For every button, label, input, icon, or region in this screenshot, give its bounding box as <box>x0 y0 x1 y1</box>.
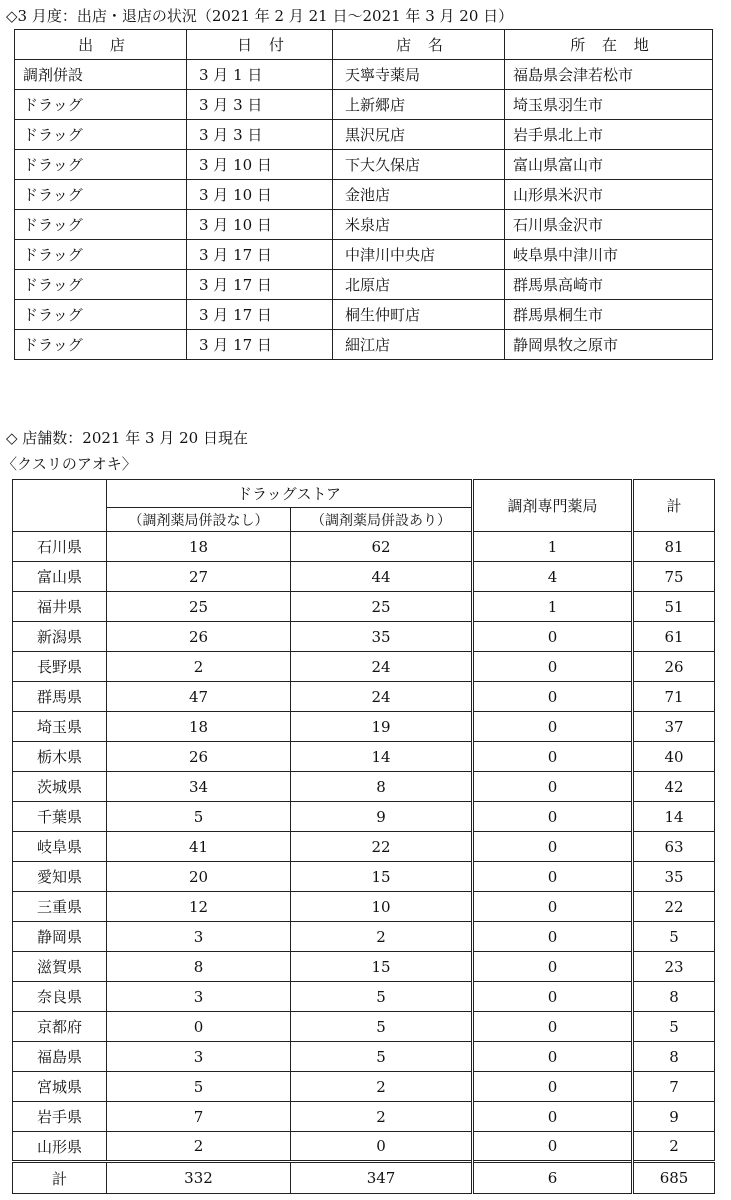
store-count-subtitle: 〈クスリのアオキ〉 <box>2 455 137 473</box>
prefecture-cell: 岐阜県 <box>13 832 107 862</box>
with-pharmacy-cell: 19 <box>291 712 473 742</box>
with-pharmacy-cell: 62 <box>291 532 473 562</box>
date-cell: 3 月 17 日 <box>187 270 333 300</box>
header-store-name: 店 名 <box>333 30 505 60</box>
table-row <box>13 562 715 592</box>
pharmacy-count-cell: 0 <box>473 1012 633 1042</box>
with-pharmacy-cell: 0 <box>291 1132 473 1162</box>
with-pharmacy-cell: 5 <box>291 982 473 1012</box>
totals-label-cell: 計 <box>13 1162 107 1194</box>
total-cell: 5 <box>633 1012 715 1042</box>
without-pharmacy-cell: 3 <box>107 922 291 952</box>
pharmacy-count-cell: 0 <box>473 982 633 1012</box>
table-row <box>15 120 713 150</box>
location-cell: 岩手県北上市 <box>505 120 713 150</box>
header-prefecture-blank <box>13 480 107 532</box>
date-cell: 3 月 17 日 <box>187 300 333 330</box>
header-without-pharmacy: （調剤薬局併設なし） <box>107 508 291 532</box>
count-header-row <box>13 480 715 508</box>
without-pharmacy-cell: 0 <box>107 1012 291 1042</box>
table-row <box>13 1012 715 1042</box>
opening-type-cell: ドラッグ <box>15 150 187 180</box>
total-cell: 40 <box>633 742 715 772</box>
date-cell: 3 月 17 日 <box>187 330 333 360</box>
with-pharmacy-cell: 8 <box>291 772 473 802</box>
without-pharmacy-cell: 2 <box>107 652 291 682</box>
with-pharmacy-cell: 2 <box>291 922 473 952</box>
table-row <box>15 180 713 210</box>
without-pharmacy-cell: 27 <box>107 562 291 592</box>
without-pharmacy-cell: 12 <box>107 892 291 922</box>
table-row <box>15 60 713 90</box>
without-pharmacy-cell: 47 <box>107 682 291 712</box>
header-drugstore: ドラッグストア <box>107 480 473 508</box>
pharmacy-count-cell: 1 <box>473 532 633 562</box>
pharmacy-count-cell: 0 <box>473 952 633 982</box>
location-cell: 群馬県桐生市 <box>505 300 713 330</box>
header-total: 計 <box>633 480 715 532</box>
with-pharmacy-cell: 24 <box>291 682 473 712</box>
location-cell: 福島県会津若松市 <box>505 60 713 90</box>
table-row <box>13 1132 715 1162</box>
total-cell: 9 <box>633 1102 715 1132</box>
date-cell: 3 月 10 日 <box>187 210 333 240</box>
prefecture-cell: 茨城県 <box>13 772 107 802</box>
table-row <box>13 1102 715 1132</box>
opening-section-title: ◇3 月度：出店・退店の状況（2021 年 2 月 21 日～2021 年 3 月 20 日） <box>6 7 514 25</box>
with-pharmacy-cell: 44 <box>291 562 473 592</box>
pharmacy-count-cell: 0 <box>473 892 633 922</box>
store-count-title: ◇ 店舗数：2021 年 3 月 20 日現在 <box>6 429 248 447</box>
opening-type-cell: ドラッグ <box>15 120 187 150</box>
total-cell: 5 <box>633 922 715 952</box>
without-pharmacy-cell: 3 <box>107 1042 291 1072</box>
header-with-pharmacy: （調剤薬局併設あり） <box>291 508 473 532</box>
table-row <box>13 892 715 922</box>
total-cell: 22 <box>633 892 715 922</box>
table-row <box>15 330 713 360</box>
prefecture-cell: 石川県 <box>13 532 107 562</box>
location-cell: 群馬県高崎市 <box>505 270 713 300</box>
total-cell: 2 <box>633 1132 715 1162</box>
header-location: 所 在 地 <box>505 30 713 60</box>
pharmacy-count-cell: 0 <box>473 1042 633 1072</box>
store-name-cell: 北原店 <box>333 270 505 300</box>
with-pharmacy-cell: 25 <box>291 592 473 622</box>
pharmacy-count-cell: 4 <box>473 562 633 592</box>
total-cell: 63 <box>633 832 715 862</box>
table-row <box>13 742 715 772</box>
without-pharmacy-cell: 26 <box>107 742 291 772</box>
total-cell: 8 <box>633 1042 715 1072</box>
store-name-cell: 中津川中央店 <box>333 240 505 270</box>
pharmacy-count-cell: 0 <box>473 832 633 862</box>
header-date: 日 付 <box>187 30 333 60</box>
table-row <box>15 300 713 330</box>
location-cell: 富山県富山市 <box>505 150 713 180</box>
store-name-cell: 下大久保店 <box>333 150 505 180</box>
store-count-table <box>12 479 715 1194</box>
store-name-cell: 米泉店 <box>333 210 505 240</box>
totals-pharmacy-cell: 6 <box>473 1162 633 1194</box>
pharmacy-count-cell: 1 <box>473 592 633 622</box>
date-cell: 3 月 10 日 <box>187 150 333 180</box>
table-row <box>15 270 713 300</box>
without-pharmacy-cell: 20 <box>107 862 291 892</box>
with-pharmacy-cell: 2 <box>291 1072 473 1102</box>
table-row <box>13 1072 715 1102</box>
prefecture-cell: 京都府 <box>13 1012 107 1042</box>
total-cell: 35 <box>633 862 715 892</box>
without-pharmacy-cell: 34 <box>107 772 291 802</box>
store-name-cell: 細江店 <box>333 330 505 360</box>
pharmacy-count-cell: 0 <box>473 1072 633 1102</box>
with-pharmacy-cell: 15 <box>291 862 473 892</box>
table-row <box>13 622 715 652</box>
with-pharmacy-cell: 9 <box>291 802 473 832</box>
pharmacy-count-cell: 0 <box>473 712 633 742</box>
table-row <box>15 240 713 270</box>
prefecture-cell: 群馬県 <box>13 682 107 712</box>
store-name-cell: 天寧寺薬局 <box>333 60 505 90</box>
totals-row <box>13 1162 715 1194</box>
prefecture-cell: 長野県 <box>13 652 107 682</box>
without-pharmacy-cell: 41 <box>107 832 291 862</box>
opening-type-cell: ドラッグ <box>15 300 187 330</box>
table-row <box>15 90 713 120</box>
table-row <box>13 532 715 562</box>
pharmacy-count-cell: 0 <box>473 1102 633 1132</box>
pharmacy-count-cell: 0 <box>473 1132 633 1162</box>
prefecture-cell: 滋賀県 <box>13 952 107 982</box>
with-pharmacy-cell: 5 <box>291 1012 473 1042</box>
total-cell: 14 <box>633 802 715 832</box>
table-row <box>13 592 715 622</box>
date-cell: 3 月 10 日 <box>187 180 333 210</box>
location-cell: 静岡県牧之原市 <box>505 330 713 360</box>
header-opening: 出 店 <box>15 30 187 60</box>
prefecture-cell: 愛知県 <box>13 862 107 892</box>
prefecture-cell: 埼玉県 <box>13 712 107 742</box>
pharmacy-count-cell: 0 <box>473 862 633 892</box>
with-pharmacy-cell: 2 <box>291 1102 473 1132</box>
without-pharmacy-cell: 3 <box>107 982 291 1012</box>
pharmacy-count-cell: 0 <box>473 652 633 682</box>
totals-with-cell: 347 <box>291 1162 473 1194</box>
location-cell: 埼玉県羽生市 <box>505 90 713 120</box>
location-cell: 山形県米沢市 <box>505 180 713 210</box>
table-row <box>13 952 715 982</box>
total-cell: 81 <box>633 532 715 562</box>
prefecture-cell: 富山県 <box>13 562 107 592</box>
totals-total-cell: 685 <box>633 1162 715 1194</box>
location-cell: 石川県金沢市 <box>505 210 713 240</box>
table-row <box>13 772 715 802</box>
table-row <box>13 982 715 1012</box>
prefecture-cell: 奈良県 <box>13 982 107 1012</box>
total-cell: 75 <box>633 562 715 592</box>
total-cell: 37 <box>633 712 715 742</box>
total-cell: 23 <box>633 952 715 982</box>
total-cell: 61 <box>633 622 715 652</box>
prefecture-cell: 山形県 <box>13 1132 107 1162</box>
prefecture-cell: 宮城県 <box>13 1072 107 1102</box>
header-pharmacy: 調剤専門薬局 <box>473 480 633 532</box>
table-row <box>15 210 713 240</box>
opening-type-cell: 調剤併設 <box>15 60 187 90</box>
prefecture-cell: 静岡県 <box>13 922 107 952</box>
opening-type-cell: ドラッグ <box>15 270 187 300</box>
pharmacy-count-cell: 0 <box>473 622 633 652</box>
store-name-cell: 金池店 <box>333 180 505 210</box>
opening-table <box>14 29 713 360</box>
with-pharmacy-cell: 35 <box>291 622 473 652</box>
prefecture-cell: 岩手県 <box>13 1102 107 1132</box>
pharmacy-count-cell: 0 <box>473 772 633 802</box>
with-pharmacy-cell: 10 <box>291 892 473 922</box>
opening-type-cell: ドラッグ <box>15 90 187 120</box>
with-pharmacy-cell: 22 <box>291 832 473 862</box>
table-row <box>15 150 713 180</box>
without-pharmacy-cell: 18 <box>107 532 291 562</box>
opening-type-cell: ドラッグ <box>15 180 187 210</box>
table-row <box>13 1042 715 1072</box>
opening-type-cell: ドラッグ <box>15 240 187 270</box>
total-cell: 26 <box>633 652 715 682</box>
prefecture-cell: 福井県 <box>13 592 107 622</box>
store-name-cell: 黒沢尻店 <box>333 120 505 150</box>
prefecture-cell: 千葉県 <box>13 802 107 832</box>
pharmacy-count-cell: 0 <box>473 682 633 712</box>
date-cell: 3 月 17 日 <box>187 240 333 270</box>
prefecture-cell: 福島県 <box>13 1042 107 1072</box>
without-pharmacy-cell: 18 <box>107 712 291 742</box>
with-pharmacy-cell: 24 <box>291 652 473 682</box>
table-row <box>13 922 715 952</box>
total-cell: 71 <box>633 682 715 712</box>
without-pharmacy-cell: 5 <box>107 802 291 832</box>
table-row <box>13 832 715 862</box>
without-pharmacy-cell: 25 <box>107 592 291 622</box>
pharmacy-count-cell: 0 <box>473 742 633 772</box>
total-cell: 8 <box>633 982 715 1012</box>
table-row <box>13 712 715 742</box>
table-row <box>13 682 715 712</box>
table-row <box>13 652 715 682</box>
opening-type-cell: ドラッグ <box>15 330 187 360</box>
without-pharmacy-cell: 7 <box>107 1102 291 1132</box>
with-pharmacy-cell: 15 <box>291 952 473 982</box>
pharmacy-count-cell: 0 <box>473 922 633 952</box>
total-cell: 51 <box>633 592 715 622</box>
date-cell: 3 月 3 日 <box>187 120 333 150</box>
totals-without-cell: 332 <box>107 1162 291 1194</box>
with-pharmacy-cell: 14 <box>291 742 473 772</box>
date-cell: 3 月 3 日 <box>187 90 333 120</box>
opening-header-row <box>15 30 713 60</box>
total-cell: 7 <box>633 1072 715 1102</box>
location-cell: 岐阜県中津川市 <box>505 240 713 270</box>
prefecture-cell: 栃木県 <box>13 742 107 772</box>
total-cell: 42 <box>633 772 715 802</box>
pharmacy-count-cell: 0 <box>473 802 633 832</box>
without-pharmacy-cell: 8 <box>107 952 291 982</box>
opening-type-cell: ドラッグ <box>15 210 187 240</box>
without-pharmacy-cell: 2 <box>107 1132 291 1162</box>
prefecture-cell: 三重県 <box>13 892 107 922</box>
with-pharmacy-cell: 5 <box>291 1042 473 1072</box>
store-name-cell: 上新郷店 <box>333 90 505 120</box>
date-cell: 3 月 1 日 <box>187 60 333 90</box>
table-row <box>13 862 715 892</box>
table-row <box>13 802 715 832</box>
without-pharmacy-cell: 5 <box>107 1072 291 1102</box>
without-pharmacy-cell: 26 <box>107 622 291 652</box>
store-name-cell: 桐生仲町店 <box>333 300 505 330</box>
prefecture-cell: 新潟県 <box>13 622 107 652</box>
